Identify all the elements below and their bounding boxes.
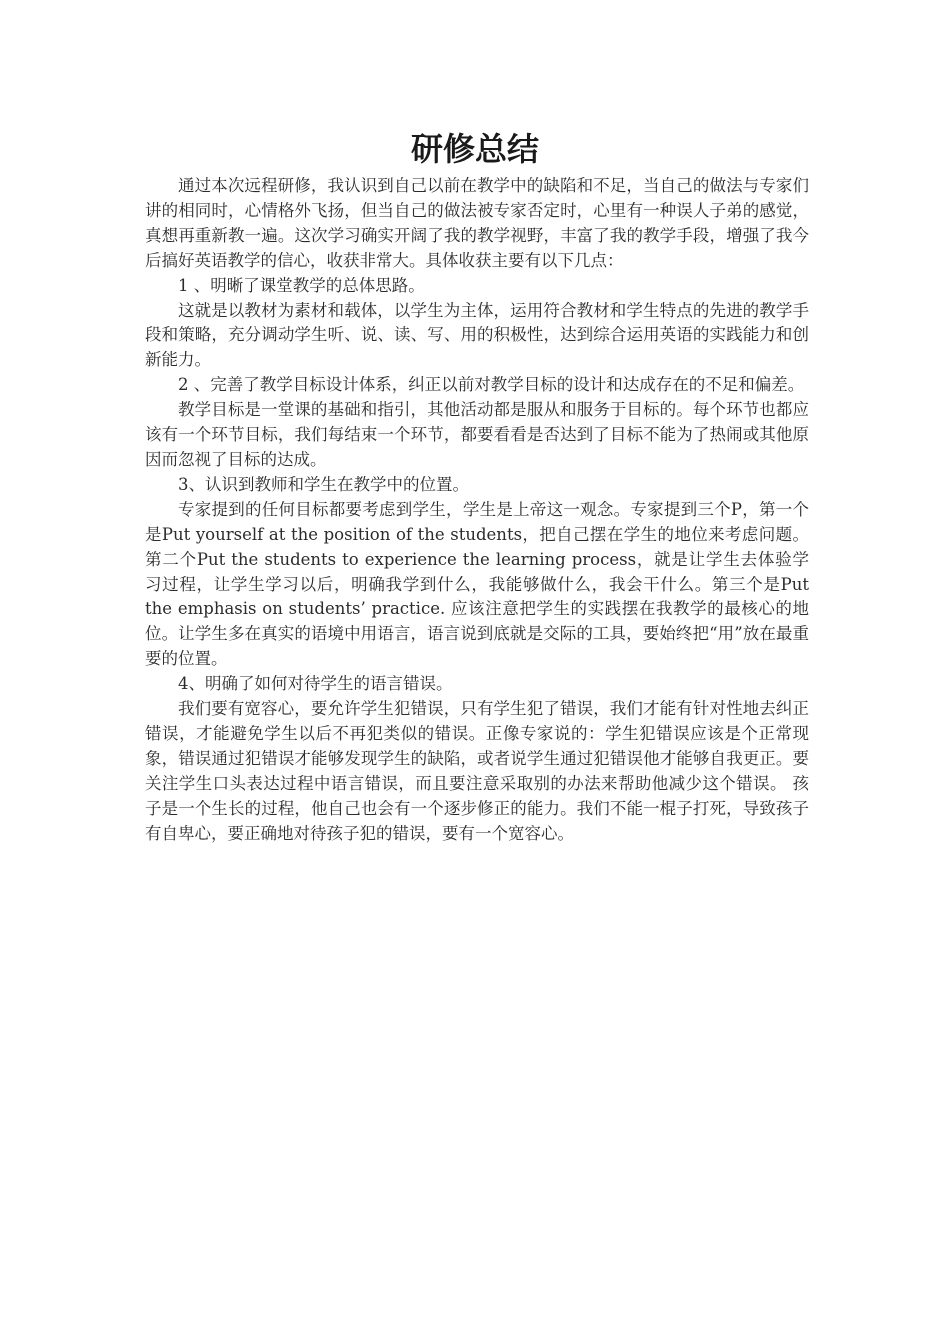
paragraph-point-3-body: 专家提到的任何目标都要考虑到学生，学生是上帝这一观念。专家提到三个P，第一个是Put yourself at the position of the students，把自己摆在学生的地位来考虑问题。第二个Put the students to experience the learning process，就是让学生去体验学习过程，让学生学习以后，明确我学到什么，我能够做什么，我会干什么。第三个是Put the emphasis on students’ practice. 应该注意把学生的实践摆在我教学的最核心的地位。让学生多在真实的语境中用语言，语言说到底就是交际的工具，要始终把“用”放在最重要的位置。 [145,499,809,669]
paragraph-point-3-heading: 3、认识到教师和学生在教学中的位置。 [178,474,469,494]
document-title: 研修总结 [410,130,539,168]
paragraph-point-2-heading: 2 、完善了教学目标设计体系，纠正以前对教学目标的设计和达成存在的不足和偏差。 [178,375,805,395]
paragraph-point-4-body: 我们要有宽容心，要允许学生犯错误，只有学生犯了错误，我们才能有针对性地去纠正错误，才能避免学生以后不再犯类似的错误。正像专家说的：学生犯错误应该是个正常现象，错误通过犯错误才能够发现学生的缺陷，或者说学生通过犯错误他才能够自我更正。要关注学生口头表达过程中语言错误，而且要注意采取别的办法来帮助他减少这个错误。 孩子是一个生长的过程，他自己也会有一个逐步修正的能力。我们不能一棍子打死，导致孩子有自卑心，要正确地对待孩子犯的错误，要有一个宽容心。 [145,699,809,843]
paragraph-point-1-heading: 1 、明晰了课堂教学的总体思路。 [178,275,425,295]
paragraph-point-1-body: 这就是以教材为素材和载体，以学生为主体，运用符合教材和学生特点的先进的教学手段和策略，充分调动学生听、说、读、写、用的积极性，达到综合运用英语的实践能力和创新能力。 [145,300,809,370]
paragraph-point-4-heading: 4、明确了如何对待学生的语言错误。 [178,674,453,694]
document-body [145,174,809,846]
paragraph-point-2-body: 教学目标是一堂课的基础和指引，其他活动都是服从和服务于目标的。每个环节也都应该有一个环节目标，我们每结束一个环节，都要看看是否达到了目标不能为了热闹或其他原因而忽视了目标的达成。 [145,400,809,469]
paragraph-intro: 通过本次远程研修，我认识到自己以前在教学中的缺陷和不足，当自己的做法与专家们讲的相同时，心情格外飞扬，但当自己的做法被专家否定时，心里有一种误人子弟的感觉，真想再重新教一遍。这次学习确实开阔了我的教学视野，丰富了我的教学手段，增强了我今后搞好英语教学的信心，收获非常大。具体收获主要有以下几点： [145,176,809,270]
